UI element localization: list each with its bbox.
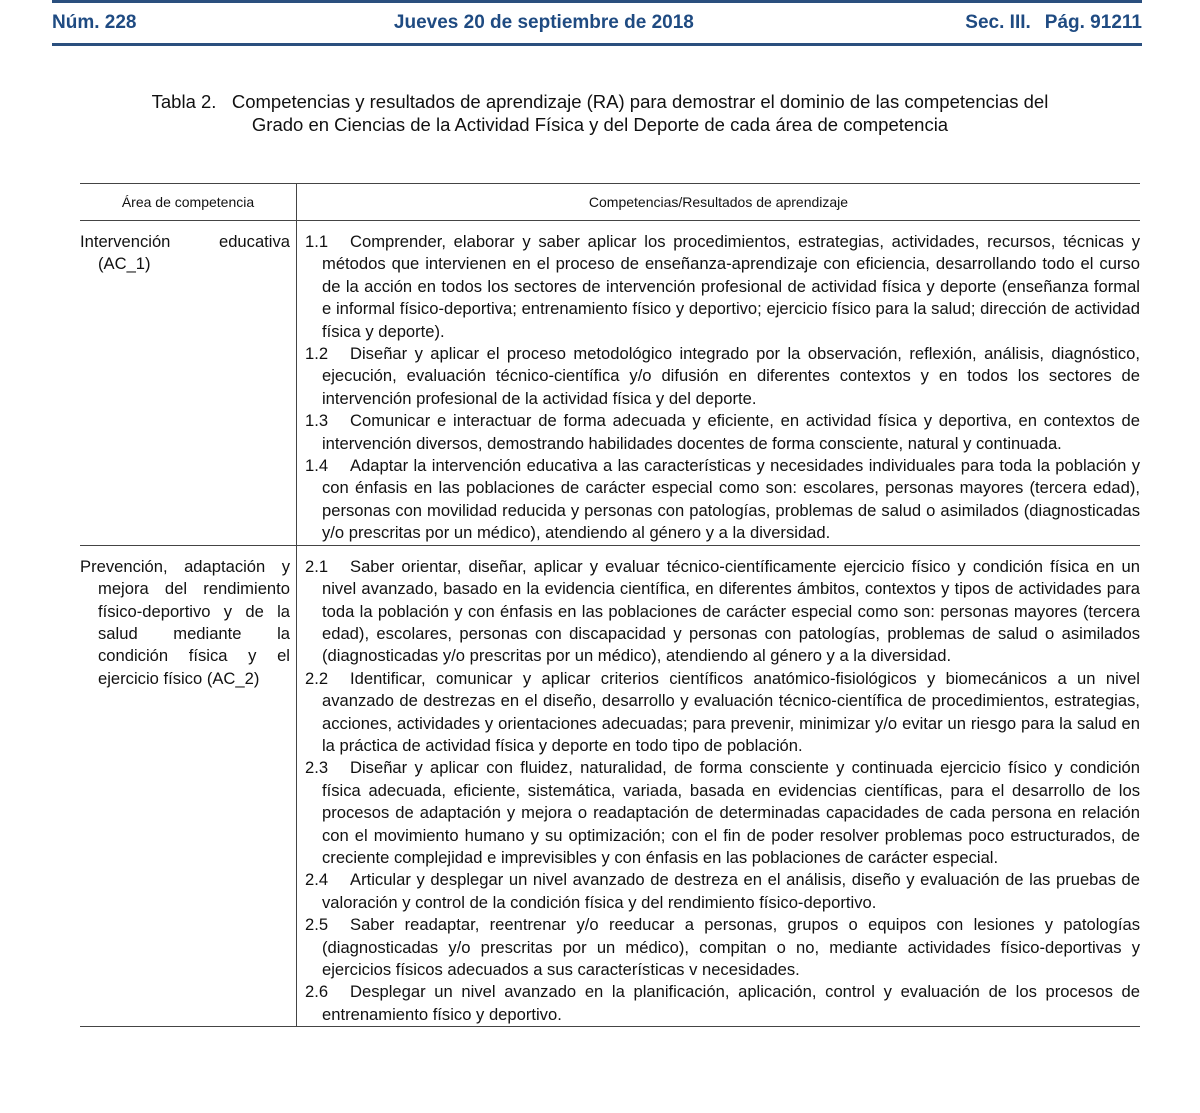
competency-number: 1.1 — [305, 232, 329, 251]
column-header-area: Área de competencia — [80, 184, 297, 221]
table-title: Tabla 2. Competencias y resultados de aprendizaje (RA) para demostrar el dominio de las competencias del Grado en Ciencias de la Actividad Física y del Deporte de cada área de competencia — [151, 91, 1054, 135]
section: Sec. III. — [965, 12, 1031, 33]
issue-number: Núm. 228 — [52, 12, 137, 33]
competency-item — [305, 455, 1140, 545]
area-label: Intervención educativa (AC_1) — [80, 232, 290, 274]
competencies-cell — [297, 221, 1141, 546]
competency-text: Diseñar y aplicar con fluidez, naturalidad, de forma consciente y continuada ejercicio físico y condición física adecuada, eficiente, sistemática, variada, basada en evidencias científicas, para el desarrollo de los procesos de adaptación y mejora o readaptación de determinadas capacidades de cada persona en relación con el movimiento humano y su optimización; con el fin de poder resolver problemas poco estructurados, de creciente complejidad e imprevisibles y con énfasis en las poblaciones de carácter especial. — [322, 758, 1140, 867]
competency-text: Identificar, comunicar y aplicar criterios científicos anatómico-fisiológicos y biomecánicos a un nivel avanzado de destrezas en el diseño, desarrollo y evaluación técnico-científica de procedimientos, estrategias, acciones, actividades y orientaciones adecuadas; para prevenir, minimizar y/o evitar un riesgo para la salud en la práctica de actividad física y deporte en todo tipo de población. — [322, 668, 1140, 755]
header-bottom-rule — [52, 43, 1142, 46]
page-number: Pág. 91211 — [1044, 12, 1142, 33]
competency-text: Diseñar y aplicar el proceso metodológico integrado por la observación, reflexión, análisis, diagnóstico, ejecución, evaluación técnico-científica y/o difusión en diferentes contextos y en todos los sectores de intervención profesional de la actividad física y del deporte. — [322, 344, 1140, 408]
competency-number: 2.5 — [305, 915, 329, 935]
page-header — [52, 0, 1142, 46]
competency-number: 2.3 — [305, 758, 329, 778]
area-cell — [80, 221, 297, 546]
competency-text: Comprender, elaborar y saber aplicar los procedimientos, estrategias, actividades, recursos, técnicas y métodos que intervienen en el proceso de enseñanza-aprendizaje con eficiencia, desarrollando todo el curso de la acción en todos los sectores de intervención profesional de actividad física y deporte (enseñanza formal e informal físico-deportiva; entrenamiento físico y deportivo; ejercicio físico para la salud; dirección de actividad física y deporte). — [322, 232, 1140, 341]
competency-number: 2.6 — [305, 982, 329, 1002]
competency-item — [305, 869, 1140, 914]
area-label: Prevención, adaptación y mejora del rendimiento físico-deportivo y de la salud mediante la condición física y el ejercicio físico (AC_2) — [80, 556, 290, 688]
competency-item — [305, 981, 1140, 1026]
competency-item — [305, 343, 1140, 410]
competency-item — [305, 556, 1140, 668]
competency-number: 1.3 — [305, 411, 329, 431]
competency-item — [305, 668, 1140, 758]
competency-text: Articular y desplegar un nivel avanzado de destreza en el análisis, diseño y evaluación de las pruebas de valoración y control de la condición física y del rendimiento físico-deportivo. — [322, 870, 1140, 912]
area-cell — [80, 545, 297, 1027]
column-header-competencies: Competencias/Resultados de aprendizaje — [297, 184, 1141, 221]
competency-number: 2.2 — [305, 668, 329, 688]
competency-number: 1.2 — [305, 344, 329, 364]
competencies-cell — [297, 545, 1141, 1027]
issue-date: Jueves 20 de septiembre de 2018 — [393, 12, 694, 33]
competency-item — [305, 914, 1140, 981]
competency-text: Desplegar un nivel avanzado en la planificación, aplicación, control y evaluación de los procesos de entrenamiento físico y deportivo. — [322, 982, 1140, 1024]
competency-number: 2.4 — [305, 870, 329, 890]
competency-item — [305, 757, 1140, 869]
table-row — [80, 221, 1140, 546]
competency-text: Saber readaptar, reentrenar y/o reeducar a personas, grupos o equipos con lesiones y patologías (diagnosticadas y/o prescritas por un médico), compitan o no, mediante actividades físico-deportivas y ejercicios físicos adecuados a sus características v necesidades. — [322, 915, 1140, 979]
table-row — [80, 545, 1140, 1027]
competency-item — [305, 410, 1140, 455]
competency-text: Comunicar e interactuar de forma adecuada y eficiente, en actividad física y deportiva, en contextos de intervención diversos, demostrando habilidades docentes de forma consciente, natural y continuada. — [322, 411, 1140, 453]
competency-table — [80, 183, 1140, 1027]
competency-number: 1.4 — [305, 456, 329, 476]
competency-number: 2.1 — [305, 556, 329, 576]
competency-item — [305, 231, 1140, 343]
competency-text: Saber orientar, diseñar, aplicar y evaluar técnico-científicamente ejercicio físico y condición física en un nivel avanzado, basado en la evidencia científica, en diferentes ámbitos, contextos y tipos de actividades para toda la población y con énfasis en las poblaciones de carácter especial como son: personas mayores (tercera edad), escolares, personas con discapacidad y personas con patologías, problemas de salud o asimilados (diagnosticadas y/o prescritas por un médico), atendiendo al género y a la diversidad. — [322, 556, 1140, 666]
competency-text: Adaptar la intervención educativa a las características y necesidades individuales para toda la población y con énfasis en las poblaciones de carácter especial como son: escolares, personas mayores (tercera edad), personas con movilidad reducida y personas con patologías, problemas de salud o asimilados (diagnosticadas y/o prescritas por un médico), atendiendo al género y a la diversidad. — [322, 456, 1140, 543]
